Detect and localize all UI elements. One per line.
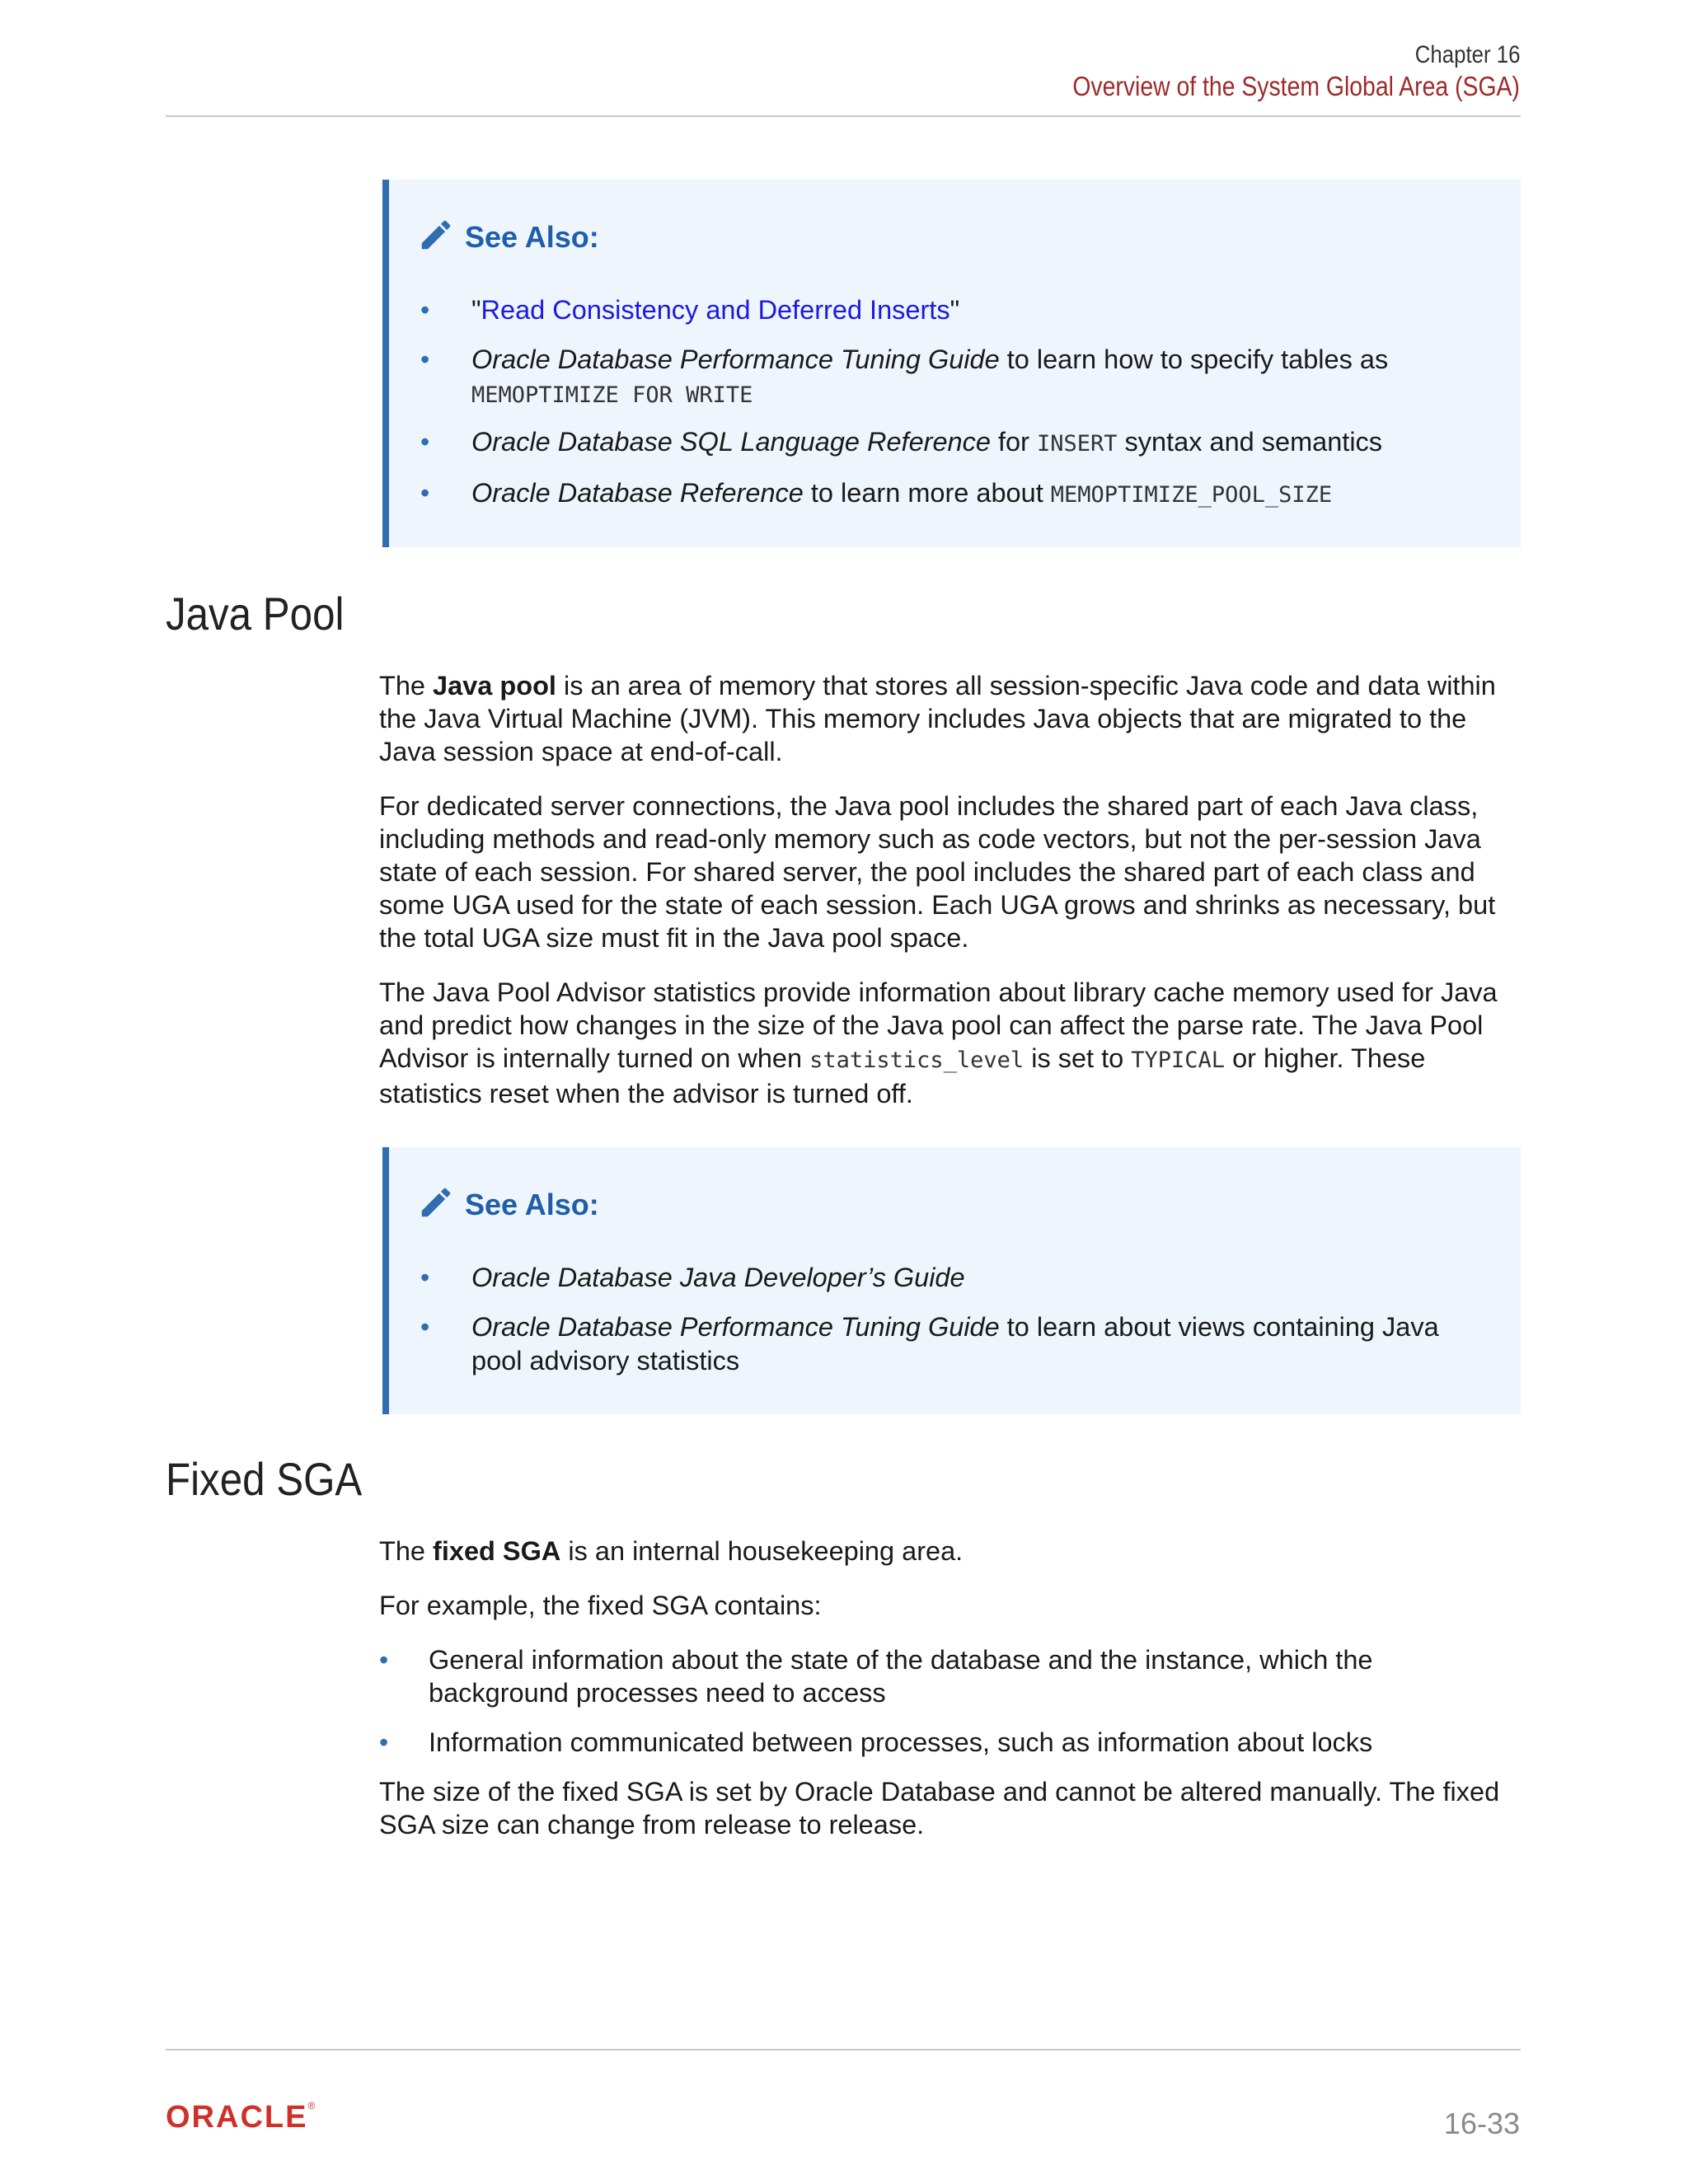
section-heading-fixed-sga: Fixed SGA — [166, 1453, 363, 1505]
bullet-icon: • — [379, 1645, 389, 1675]
list-item: • Oracle Database Performance Tuning Guide to learn how to specify tables as MEMOPTIMIZE FOR WRITE — [420, 344, 1389, 408]
paragraph: For dedicated server connections, the Java pool includes the shared part of each Java class, including methods and read-only memory such as code vectors, but not the per-session Java state of each session. For shared server, the pool includes the shared part of each class and some UGA used for the state of each session. Each UGA grows and shrinks as necessary, but the total UGA size must fit in the Java pool space. — [379, 791, 1496, 953]
bullet-icon: • — [420, 295, 430, 325]
doc-title: Oracle Database Java Developer’s Guide — [471, 1263, 965, 1292]
see-also-title: See Also: — [465, 219, 599, 254]
pencil-icon — [417, 1183, 455, 1226]
pencil-icon — [417, 216, 455, 258]
code-text: INSERT — [1036, 431, 1118, 457]
page-number: 16-33 — [1443, 2107, 1520, 2140]
list-item: • "Read Consistency and Deferred Inserts" — [471, 293, 1477, 327]
header-chapter: Chapter 16 — [1414, 41, 1520, 68]
bullet-icon: • — [420, 1263, 430, 1292]
see-also-heading — [417, 1183, 599, 1226]
doc-title: Oracle Database SQL Language Reference — [471, 427, 991, 457]
list-item: • General information about the state of the database and the instance, which the background processes need to access — [379, 1645, 1373, 1708]
list-item: • Oracle Database Performance Tuning Guide to learn about views containing Java pool advisory statistics — [420, 1312, 1439, 1376]
read-consistency-link[interactable]: Read Consistency and Deferred Inserts — [481, 295, 950, 325]
header-rule — [166, 115, 1521, 117]
code-text: MEMOPTIMIZE FOR WRITE — [471, 382, 753, 408]
doc-title: Oracle Database Reference — [471, 478, 804, 508]
code-text: statistics_level — [809, 1047, 1025, 1073]
doc-title: Oracle Database Performance Tuning Guide — [471, 344, 1000, 374]
paragraph: The Java Pool Advisor statistics provide information about library cache memory used for Java and predict how changes in the size of the Java pool can affect the parse rate. The Java Pool Advisor is internally turned on when statistics_level is set to TYPICAL or higher. These statistics reset when the advisor is turned off. — [379, 977, 1498, 1108]
footer-rule — [166, 2049, 1521, 2050]
bullet-icon: • — [420, 427, 430, 457]
code-text: MEMOPTIMIZE_POOL_SIZE — [1050, 482, 1333, 508]
bullet-icon: • — [420, 344, 430, 374]
see-also-box-2 — [382, 1147, 1521, 1414]
header-section-title: Overview of the System Global Area (SGA) — [1072, 71, 1520, 101]
section-heading-java-pool: Java Pool — [166, 588, 345, 640]
paragraph: The Java pool is an area of memory that stores all session-specific Java code and data within the Java Virtual Machine (JVM). This memory includes Java objects that are migrated to the Java session space at end-of-call. — [379, 671, 1496, 766]
see-also-heading — [417, 216, 599, 258]
paragraph: For example, the fixed SGA contains: — [379, 1591, 822, 1620]
bullet-icon: • — [379, 1727, 389, 1757]
list-item: • Oracle Database Reference to learn more about MEMOPTIMIZE_POOL_SIZE — [471, 476, 1477, 512]
bullet-icon: • — [420, 478, 430, 508]
doc-title: Oracle Database Performance Tuning Guide — [471, 1312, 1000, 1342]
bullet-icon: • — [420, 1312, 430, 1342]
list-item — [420, 1261, 1477, 1295]
list-item: • Information communicated between processes, such as information about locks — [379, 1727, 1373, 1757]
list-item: • Oracle Database SQL Language Reference for INSERT syntax and semantics — [471, 425, 1477, 461]
paragraph: The size of the fixed SGA is set by Oracle Database and cannot be altered manually. The fixed SGA size can change from release to release. — [379, 1777, 1500, 1840]
paragraph: The fixed SGA is an internal housekeeping area. — [379, 1536, 964, 1566]
see-also-title: See Also: — [465, 1187, 599, 1221]
code-text: TYPICAL — [1131, 1047, 1226, 1073]
oracle-logo: ORACLE® — [166, 2100, 316, 2135]
see-also-box-1 — [382, 180, 1521, 547]
